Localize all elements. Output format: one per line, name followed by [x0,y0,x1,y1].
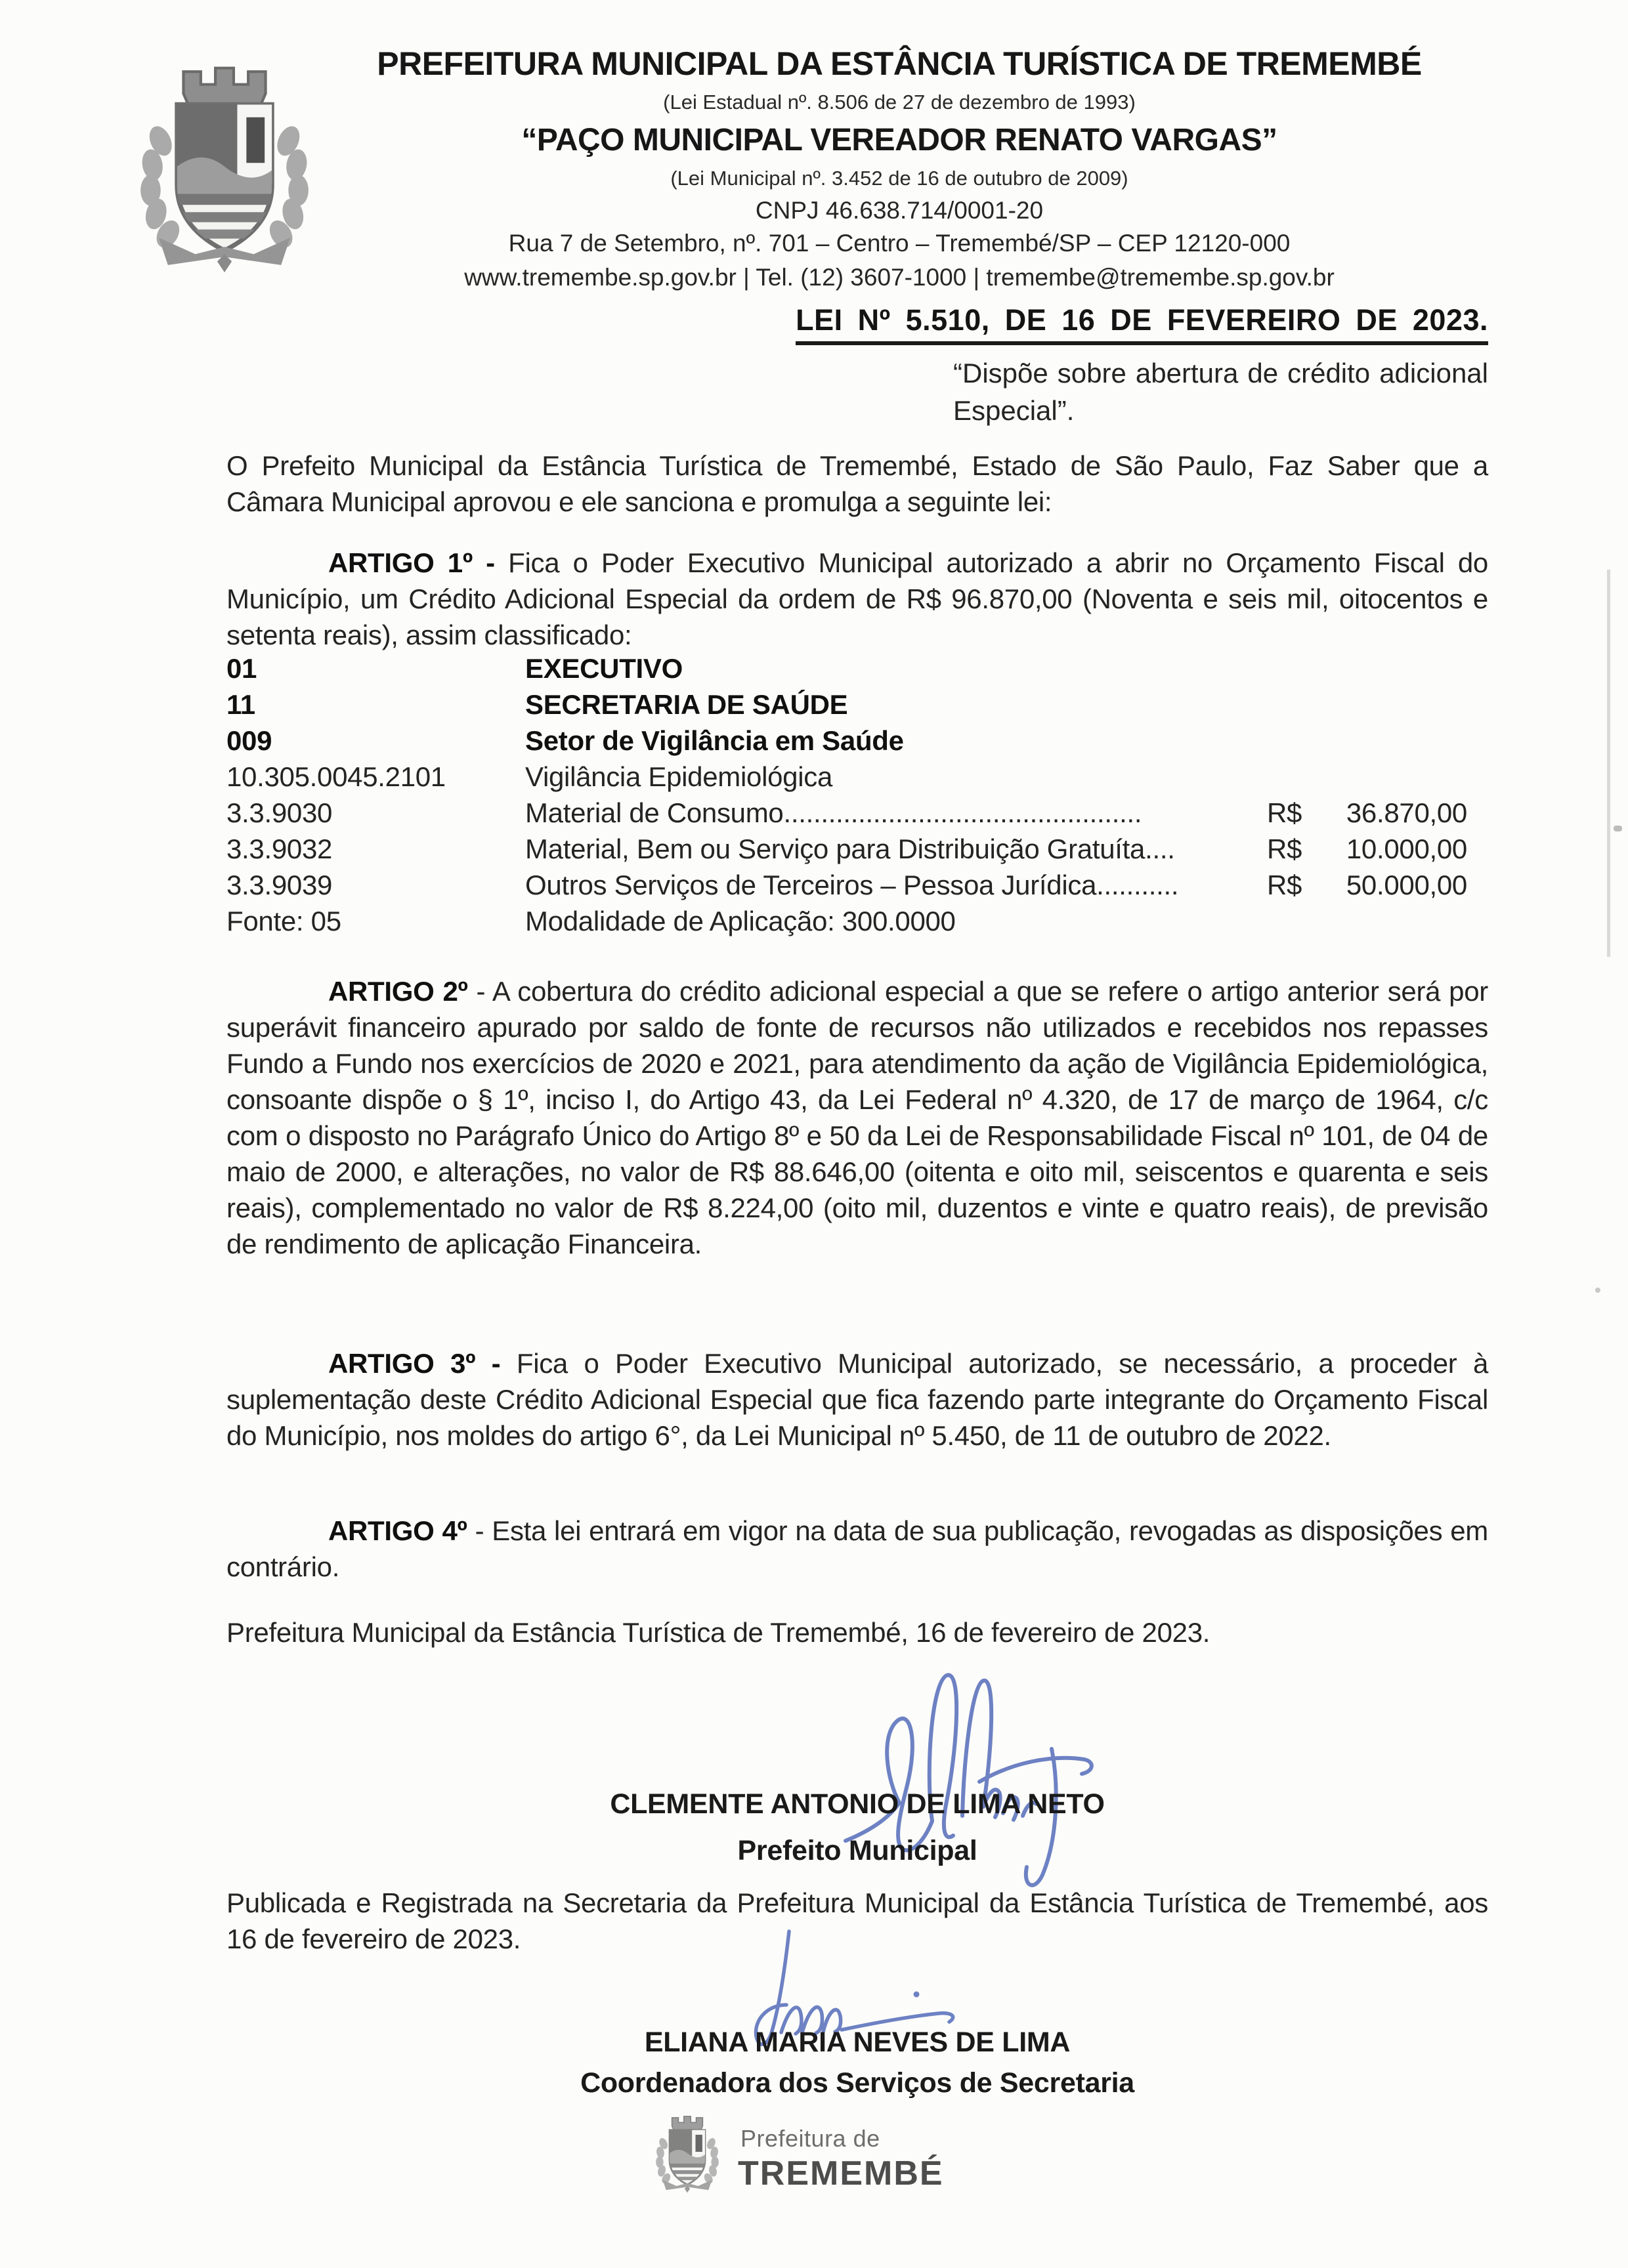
article-1 [226,545,1488,653]
article-4 [226,1513,1488,1585]
budget-desc: Setor de Vigilância em Saúde [525,725,904,756]
budget-code: 3.3.9030 [226,797,333,828]
table-row [226,870,1488,906]
budget-code: 3.3.9032 [226,833,333,864]
table-row [226,906,1488,942]
article-3 [226,1345,1488,1454]
budget-currency: R$ [1267,797,1302,828]
budget-table [226,653,1488,942]
budget-code: 01 [226,653,257,684]
closing-place-date: Prefeitura Municipal da Estância Turística de Tremembé, 16 de fevereiro de 2023. [226,1617,1210,1648]
header-address: Rua 7 de Setembro, nº. 701 – Centro – Tremembé/SP – CEP 12120-000 [508,230,1291,257]
header-org-name: PREFEITURA MUNICIPAL DA ESTÂNCIA TURÍSTICA DE TREMEMBÉ [377,45,1422,82]
table-row [226,797,1488,833]
scan-artifact-line [1607,570,1610,957]
budget-code: 10.305.0045.2101 [226,761,446,792]
footer-brand-top: Prefeitura de [740,2125,880,2152]
budget-desc: Material, Bem ou Serviço para Distribuição Gratuíta.... [525,833,1175,864]
budget-amount: 10.000,00 [1346,833,1467,864]
budget-amount: 50.000,00 [1346,870,1467,900]
table-row [226,725,1488,761]
mayor-role: Prefeito Municipal [737,1835,977,1866]
secretary-role: Coordenadora dos Serviços de Secretaria [580,2067,1134,2099]
table-row [226,689,1488,725]
law-preamble: O Prefeito Municipal da Estância Turística de Tremembé, Estado de São Paulo, Faz Saber que a Câmara Municipal aprovou e ele sanciona e promulga a seguinte lei: [226,450,1488,517]
budget-code: 3.3.9039 [226,870,333,900]
law-title-text: LEI Nº 5.510, DE 16 DE FEVEREIRO DE 2023. [796,303,1488,345]
table-row [226,761,1488,797]
budget-currency: R$ [1267,870,1302,900]
coat-of-arms-icon [653,2112,721,2193]
header-cnpj: CNPJ 46.638.714/0001-20 [755,197,1044,224]
article-2-lead: ARTIGO 2º [328,976,468,1007]
publication-note: Publicada e Registrada na Secretaria da Prefeitura Municipal da Estância Turística de Tremembé, aos 16 de fevereiro de 2023. [226,1887,1488,1954]
table-row [226,833,1488,870]
budget-desc: Vigilância Epidemiológica [525,761,833,792]
budget-desc: Modalidade de Aplicação: 300.0000 [525,906,956,936]
law-ementa: “Dispõe sobre abertura de crédito adicional Especial”. [953,358,1488,426]
header-municipal-law: (Lei Municipal nº. 3.452 de 16 de outubro de 2009) [670,167,1128,190]
article-2-text: - A cobertura do crédito adicional especial a que se refere o artigo anterior será por superávit financeiro apurado por saldo de fonte de recursos não utilizados e recebidos nos repasses Fundo a Fundo nos exercícios de 2020 e 2021, para atendimento da ação de Vigilância Epidemiológica, consoante dispõe o § 1º, inciso I, do Artigo 43, da Lei Federal nº 4.320, de 17 de março de 1964, c/c com o disposto no Parágrafo Único do Artigo 8º e 50 da Lei de Responsabilidade Fiscal nº 101, de 04 de maio de 2000, e alterações, no valor de R$ 88.646,00 (oitenta e oito mil, seiscentos e quarenta e seis reais), complementado no valor de R$ 8.224,00 (oito mil, duzentos e vinte e quatro reais), de previsão de rendimento de aplicação Financeira. [226,976,1488,1259]
budget-currency: R$ [1267,833,1302,864]
budget-desc: Outros Serviços de Terceiros – Pessoa Jurídica........... [525,870,1179,900]
header-building-name: “PAÇO MUNICIPAL VEREADOR RENATO VARGAS” [521,123,1277,158]
budget-code: 009 [226,725,272,756]
scan-artifact-speck [1595,1288,1600,1293]
article-4-text: - Esta lei entrará em vigor na data de sua publicação, revogadas as disposições em contrário. [226,1515,1488,1582]
budget-desc: Material de Consumo................................................ [525,797,1142,828]
article-1-lead: ARTIGO 1º - [328,547,495,578]
article-3-text: Fica o Poder Executivo Municipal autorizado, se necessário, a proceder à suplementação deste Crédito Adicional Especial que fica fazendo parte integrante do Orçamento Fiscal do Município, nos moldes do artigo 6°, da Lei Municipal nº 5.450, de 11 de outubro de 2022. [226,1348,1488,1451]
budget-code: 11 [226,689,255,720]
scan-artifact-speck [1614,826,1622,831]
table-row [226,653,1488,689]
article-3-lead: ARTIGO 3º - [328,1348,501,1379]
budget-code: Fonte: 05 [226,906,341,936]
secretary-name: ELIANA MARIA NEVES DE LIMA [644,2026,1071,2058]
mayor-name: CLEMENTE ANTONIO DE LIMA NETO [610,1788,1105,1820]
budget-desc: SECRETARIA DE SAÚDE [525,689,848,720]
article-4-lead: ARTIGO 4º [328,1515,467,1546]
mayor-signature-ink [834,1644,1109,1906]
article-1-text: Fica o Poder Executivo Municipal autorizado a abrir no Orçamento Fiscal do Município, um Crédito Adicional Especial da ordem de R$ 96.870,00 (Noventa e seis mil, oitocentos e setenta reais), assim classificado: [226,547,1488,650]
law-title [226,303,1488,337]
footer-crest-logo [653,2112,721,2193]
header-state-law: (Lei Estadual nº. 8.506 de 27 de dezembro de 1993) [663,91,1136,114]
budget-desc: EXECUTIVO [525,653,683,684]
header-contacts: www.tremembe.sp.gov.br | Tel. (12) 3607-1000 | tremembe@tremembe.sp.gov.br [464,264,1335,291]
budget-amount: 36.870,00 [1346,797,1467,828]
article-2 [226,973,1488,1262]
footer-brand-name: TREMEMBÉ [738,2154,944,2193]
